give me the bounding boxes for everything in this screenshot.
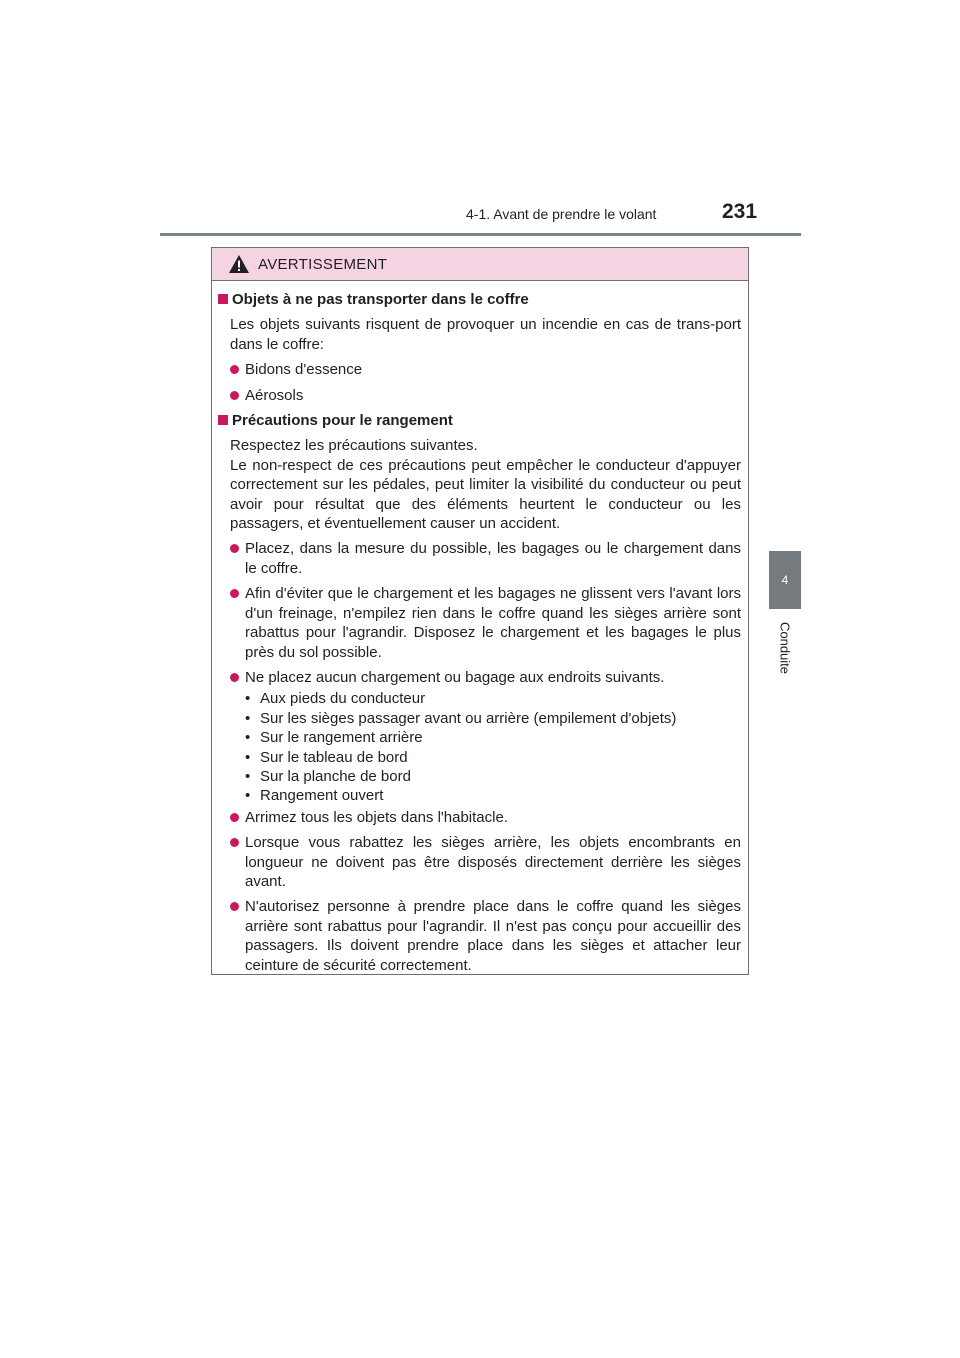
sub-list-item xyxy=(245,728,741,747)
sub-bullet-icon: • xyxy=(245,729,251,747)
chapter-label: Conduite xyxy=(777,621,793,675)
list-item-text: Lorsque vous rabattez les sièges arrière, les objets encombrants en longueur ne doivent pas être disposés directement derrière les sièges avant. xyxy=(245,834,741,890)
sub-list-item xyxy=(245,786,741,805)
bullet-dot-icon xyxy=(230,365,239,374)
bullet-dot-icon xyxy=(230,673,239,682)
header-rule xyxy=(160,233,801,236)
sub-list-item xyxy=(245,767,741,786)
warning-box xyxy=(211,247,749,975)
page-number: 231 xyxy=(722,200,758,223)
list-item xyxy=(230,833,741,891)
sub-list-item-text: Sur le rangement arrière xyxy=(260,729,423,747)
list-item xyxy=(230,360,741,379)
chapter-tab xyxy=(769,551,801,609)
sub-list-item-text: Rangement ouvert xyxy=(260,787,384,805)
sub-list-item-text: Aux pieds du conducteur xyxy=(260,690,426,708)
sub-bullet-icon: • xyxy=(245,709,251,727)
list-item-text: Afin d'éviter que le chargement et les bagages ne glissent vers l'avant lors d'un freinage, n'empilez rien dans le coffre quand les sièges arrière sont rabattus pour l'agrandir. Disposez le chargement et les bagages le plus près du sol possible. xyxy=(245,585,741,661)
bullet-dot-icon xyxy=(230,391,239,400)
list-item xyxy=(230,897,741,975)
square-marker-icon xyxy=(218,294,228,304)
sub-list-item-text: Sur les sièges passager avant ou arrière (empilement d'objets) xyxy=(260,709,677,727)
sub-list-item-text: Sur le tableau de bord xyxy=(260,748,408,766)
sub-list-item xyxy=(245,689,741,708)
sub-list xyxy=(245,689,741,805)
list-item xyxy=(230,808,741,827)
warning-header xyxy=(212,248,748,281)
warning-title: AVERTISSEMENT xyxy=(258,255,388,273)
list-item-text: Arrimez tous les objets dans l'habitacle. xyxy=(245,808,508,826)
section-heading-text: Objets à ne pas transporter dans le coffre xyxy=(232,291,529,308)
sub-bullet-icon: • xyxy=(245,748,251,766)
sub-bullet-icon: • xyxy=(245,690,251,708)
list-item-text: N'autorisez personne à prendre place dans le coffre quand les sièges arrière sont rabattus pour l'agrandir. Il n'est pas conçu pour accueillir des passagers. Ils doivent prendre place dans les sièges et attacher leur ceinture de sécurité correctement. xyxy=(245,898,741,974)
section-intro: Les objets suivants risquent de provoquer un incendie en cas de trans-port dans le coffre: xyxy=(230,316,741,353)
section-intro: Le non-respect de ces précautions peut empêcher le conducteur d'appuyer correctement sur les pédales, peut limiter la visibilité du conducteur ou peut avoir pour résultat que des éléments heurtent le conducteur ou les passagers, et éventuellement causer un accident. xyxy=(230,456,741,533)
section-heading xyxy=(218,411,741,430)
bullet-dot-icon xyxy=(230,544,239,553)
bullet-dot-icon xyxy=(230,902,239,911)
sub-list-item xyxy=(245,709,741,728)
sub-bullet-icon: • xyxy=(245,787,251,805)
section-intro: Respectez les précautions suivantes. xyxy=(230,437,478,455)
warning-triangle-icon xyxy=(228,254,250,274)
list-item-text: Aérosols xyxy=(245,386,304,404)
sub-bullet-icon: • xyxy=(245,767,251,785)
bullet-dot-icon xyxy=(230,838,239,847)
section-heading xyxy=(218,290,741,309)
list-item xyxy=(230,668,741,687)
sub-list-item-text: Sur la planche de bord xyxy=(260,767,411,785)
list-item-text: Bidons d'essence xyxy=(245,361,363,379)
list-item-text: Ne placez aucun chargement ou bagage aux endroits suivants. xyxy=(245,668,665,686)
list-item xyxy=(230,386,741,405)
list-item xyxy=(230,584,741,662)
sub-list-item xyxy=(245,748,741,767)
chapter-number: 4 xyxy=(781,573,789,587)
list-item xyxy=(230,539,741,578)
section-heading-text: Précautions pour le rangement xyxy=(232,412,453,430)
list-item-text: Placez, dans la mesure du possible, les bagages ou le chargement dans le coffre. xyxy=(245,540,741,577)
warning-body xyxy=(212,281,748,975)
square-marker-icon xyxy=(218,415,228,425)
running-header: 4-1. Avant de prendre le volant xyxy=(466,206,657,222)
bullet-dot-icon xyxy=(230,813,239,822)
bullet-dot-icon xyxy=(230,589,239,598)
